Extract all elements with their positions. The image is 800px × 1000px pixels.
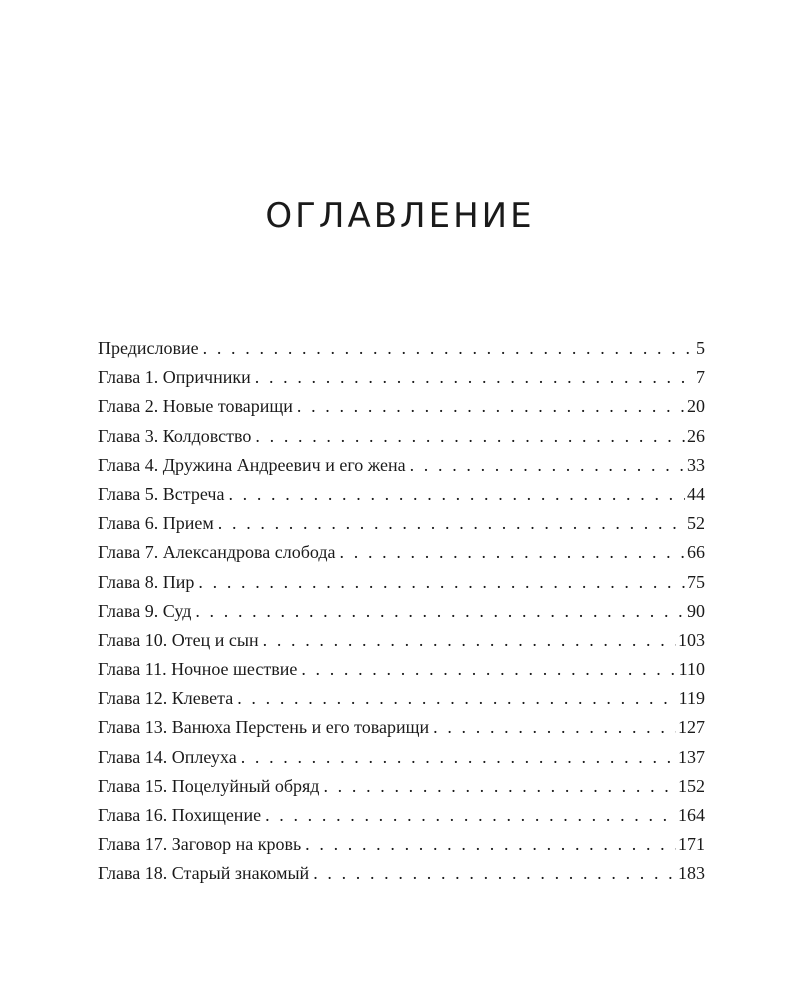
toc-dot-leader bbox=[203, 334, 694, 363]
toc-entry-page-number: 52 bbox=[687, 513, 705, 534]
toc-entry-title: Глава 5. Встреча bbox=[98, 483, 225, 504]
toc-entry-title: Предисловие bbox=[98, 338, 199, 358]
toc-entry-title: Глава 15. Поцелуйный обряд bbox=[98, 775, 320, 796]
toc-entry-page-number: 26 bbox=[687, 425, 705, 446]
toc-entry-page-number: 7 bbox=[696, 367, 705, 388]
toc-dot-leader bbox=[241, 743, 676, 772]
toc-entry[interactable] bbox=[98, 772, 705, 801]
toc-entry-page-number: 5 bbox=[696, 338, 705, 358]
toc-entry-title: Глава 12. Клевета bbox=[98, 688, 234, 709]
toc-entry-title: Глава 17. Заговор на кровь bbox=[98, 834, 302, 855]
toc-entry[interactable] bbox=[98, 363, 705, 392]
toc-entry-title: Глава 7. Александрова слобода bbox=[98, 542, 336, 563]
toc-dot-leader bbox=[301, 655, 676, 684]
toc-entry[interactable] bbox=[98, 568, 705, 597]
toc-entry[interactable] bbox=[98, 859, 705, 888]
toc-entry[interactable] bbox=[98, 538, 705, 567]
toc-entry-title: Глава 3. Колдовство bbox=[98, 425, 252, 446]
toc-entry-title: Глава 6. Прием bbox=[98, 513, 214, 534]
toc-entry-page-number: 33 bbox=[687, 454, 705, 475]
table-of-contents bbox=[98, 334, 705, 889]
toc-entry[interactable] bbox=[98, 422, 705, 451]
toc-entry[interactable] bbox=[98, 713, 705, 742]
toc-dot-leader bbox=[265, 801, 676, 830]
toc-entry-title: Глава 14. Оплеуха bbox=[98, 746, 237, 767]
toc-dot-leader bbox=[255, 363, 694, 392]
toc-entry-title: Глава 13. Ванюха Перстень и его товарищи bbox=[98, 717, 430, 738]
toc-entry[interactable] bbox=[98, 597, 705, 626]
toc-entry[interactable] bbox=[98, 830, 705, 859]
toc-entry-page-number: 20 bbox=[687, 396, 705, 417]
toc-entry-title: Глава 10. Отец и сын bbox=[98, 629, 259, 650]
toc-entry[interactable] bbox=[98, 480, 705, 509]
toc-dot-leader bbox=[237, 684, 676, 713]
toc-entry[interactable] bbox=[98, 743, 705, 772]
toc-entry-title: Глава 18. Старый знакомый bbox=[98, 863, 310, 884]
toc-dot-leader bbox=[433, 713, 676, 742]
toc-dot-leader bbox=[198, 568, 685, 597]
toc-entry[interactable] bbox=[98, 655, 705, 684]
toc-entry[interactable] bbox=[98, 451, 705, 480]
toc-dot-leader bbox=[340, 538, 685, 567]
toc-entry-page-number: 90 bbox=[687, 600, 705, 621]
toc-dot-leader bbox=[228, 480, 685, 509]
toc-entry-page-number: 183 bbox=[678, 863, 705, 884]
toc-entry-title: Глава 2. Новые товарищи bbox=[98, 396, 293, 417]
toc-entry-page-number: 44 bbox=[687, 483, 705, 504]
toc-dot-leader bbox=[305, 830, 676, 859]
toc-entry-title: Глава 8. Пир bbox=[98, 571, 195, 592]
toc-entry-title: Глава 9. Суд bbox=[98, 600, 192, 621]
toc-entry-title: Глава 4. Дружина Андреевич и его жена bbox=[98, 454, 406, 475]
toc-entry-page-number: 152 bbox=[678, 775, 705, 796]
toc-dot-leader bbox=[313, 859, 676, 888]
toc-dot-leader bbox=[263, 626, 676, 655]
toc-entry-page-number: 119 bbox=[678, 688, 705, 709]
toc-entry[interactable] bbox=[98, 392, 705, 421]
toc-dot-leader bbox=[410, 451, 685, 480]
toc-entry-page-number: 171 bbox=[678, 834, 705, 855]
toc-dot-leader bbox=[218, 509, 685, 538]
toc-entry-page-number: 75 bbox=[687, 571, 705, 592]
toc-entry-page-number: 103 bbox=[678, 629, 705, 650]
page-title: ОГЛАВЛЕНИЕ bbox=[265, 196, 535, 236]
toc-entry-page-number: 110 bbox=[678, 659, 705, 680]
toc-dot-leader bbox=[255, 422, 685, 451]
toc-entry-page-number: 66 bbox=[687, 542, 705, 563]
toc-entry-title: Глава 1. Опричники bbox=[98, 367, 251, 388]
toc-entry[interactable] bbox=[98, 334, 705, 363]
toc-entry-page-number: 127 bbox=[678, 717, 705, 738]
toc-entry-title: Глава 11. Ночное шествие bbox=[98, 659, 298, 680]
toc-entry[interactable] bbox=[98, 801, 705, 830]
toc-entry-title: Глава 16. Похищение bbox=[98, 805, 262, 825]
toc-dot-leader bbox=[195, 597, 685, 626]
toc-entry-page-number: 137 bbox=[678, 746, 705, 767]
toc-entry[interactable] bbox=[98, 684, 705, 713]
toc-dot-leader bbox=[297, 392, 685, 421]
toc-dot-leader bbox=[323, 772, 676, 801]
toc-entry[interactable] bbox=[98, 509, 705, 538]
toc-entry[interactable] bbox=[98, 626, 705, 655]
toc-entry-page-number: 164 bbox=[678, 805, 705, 825]
